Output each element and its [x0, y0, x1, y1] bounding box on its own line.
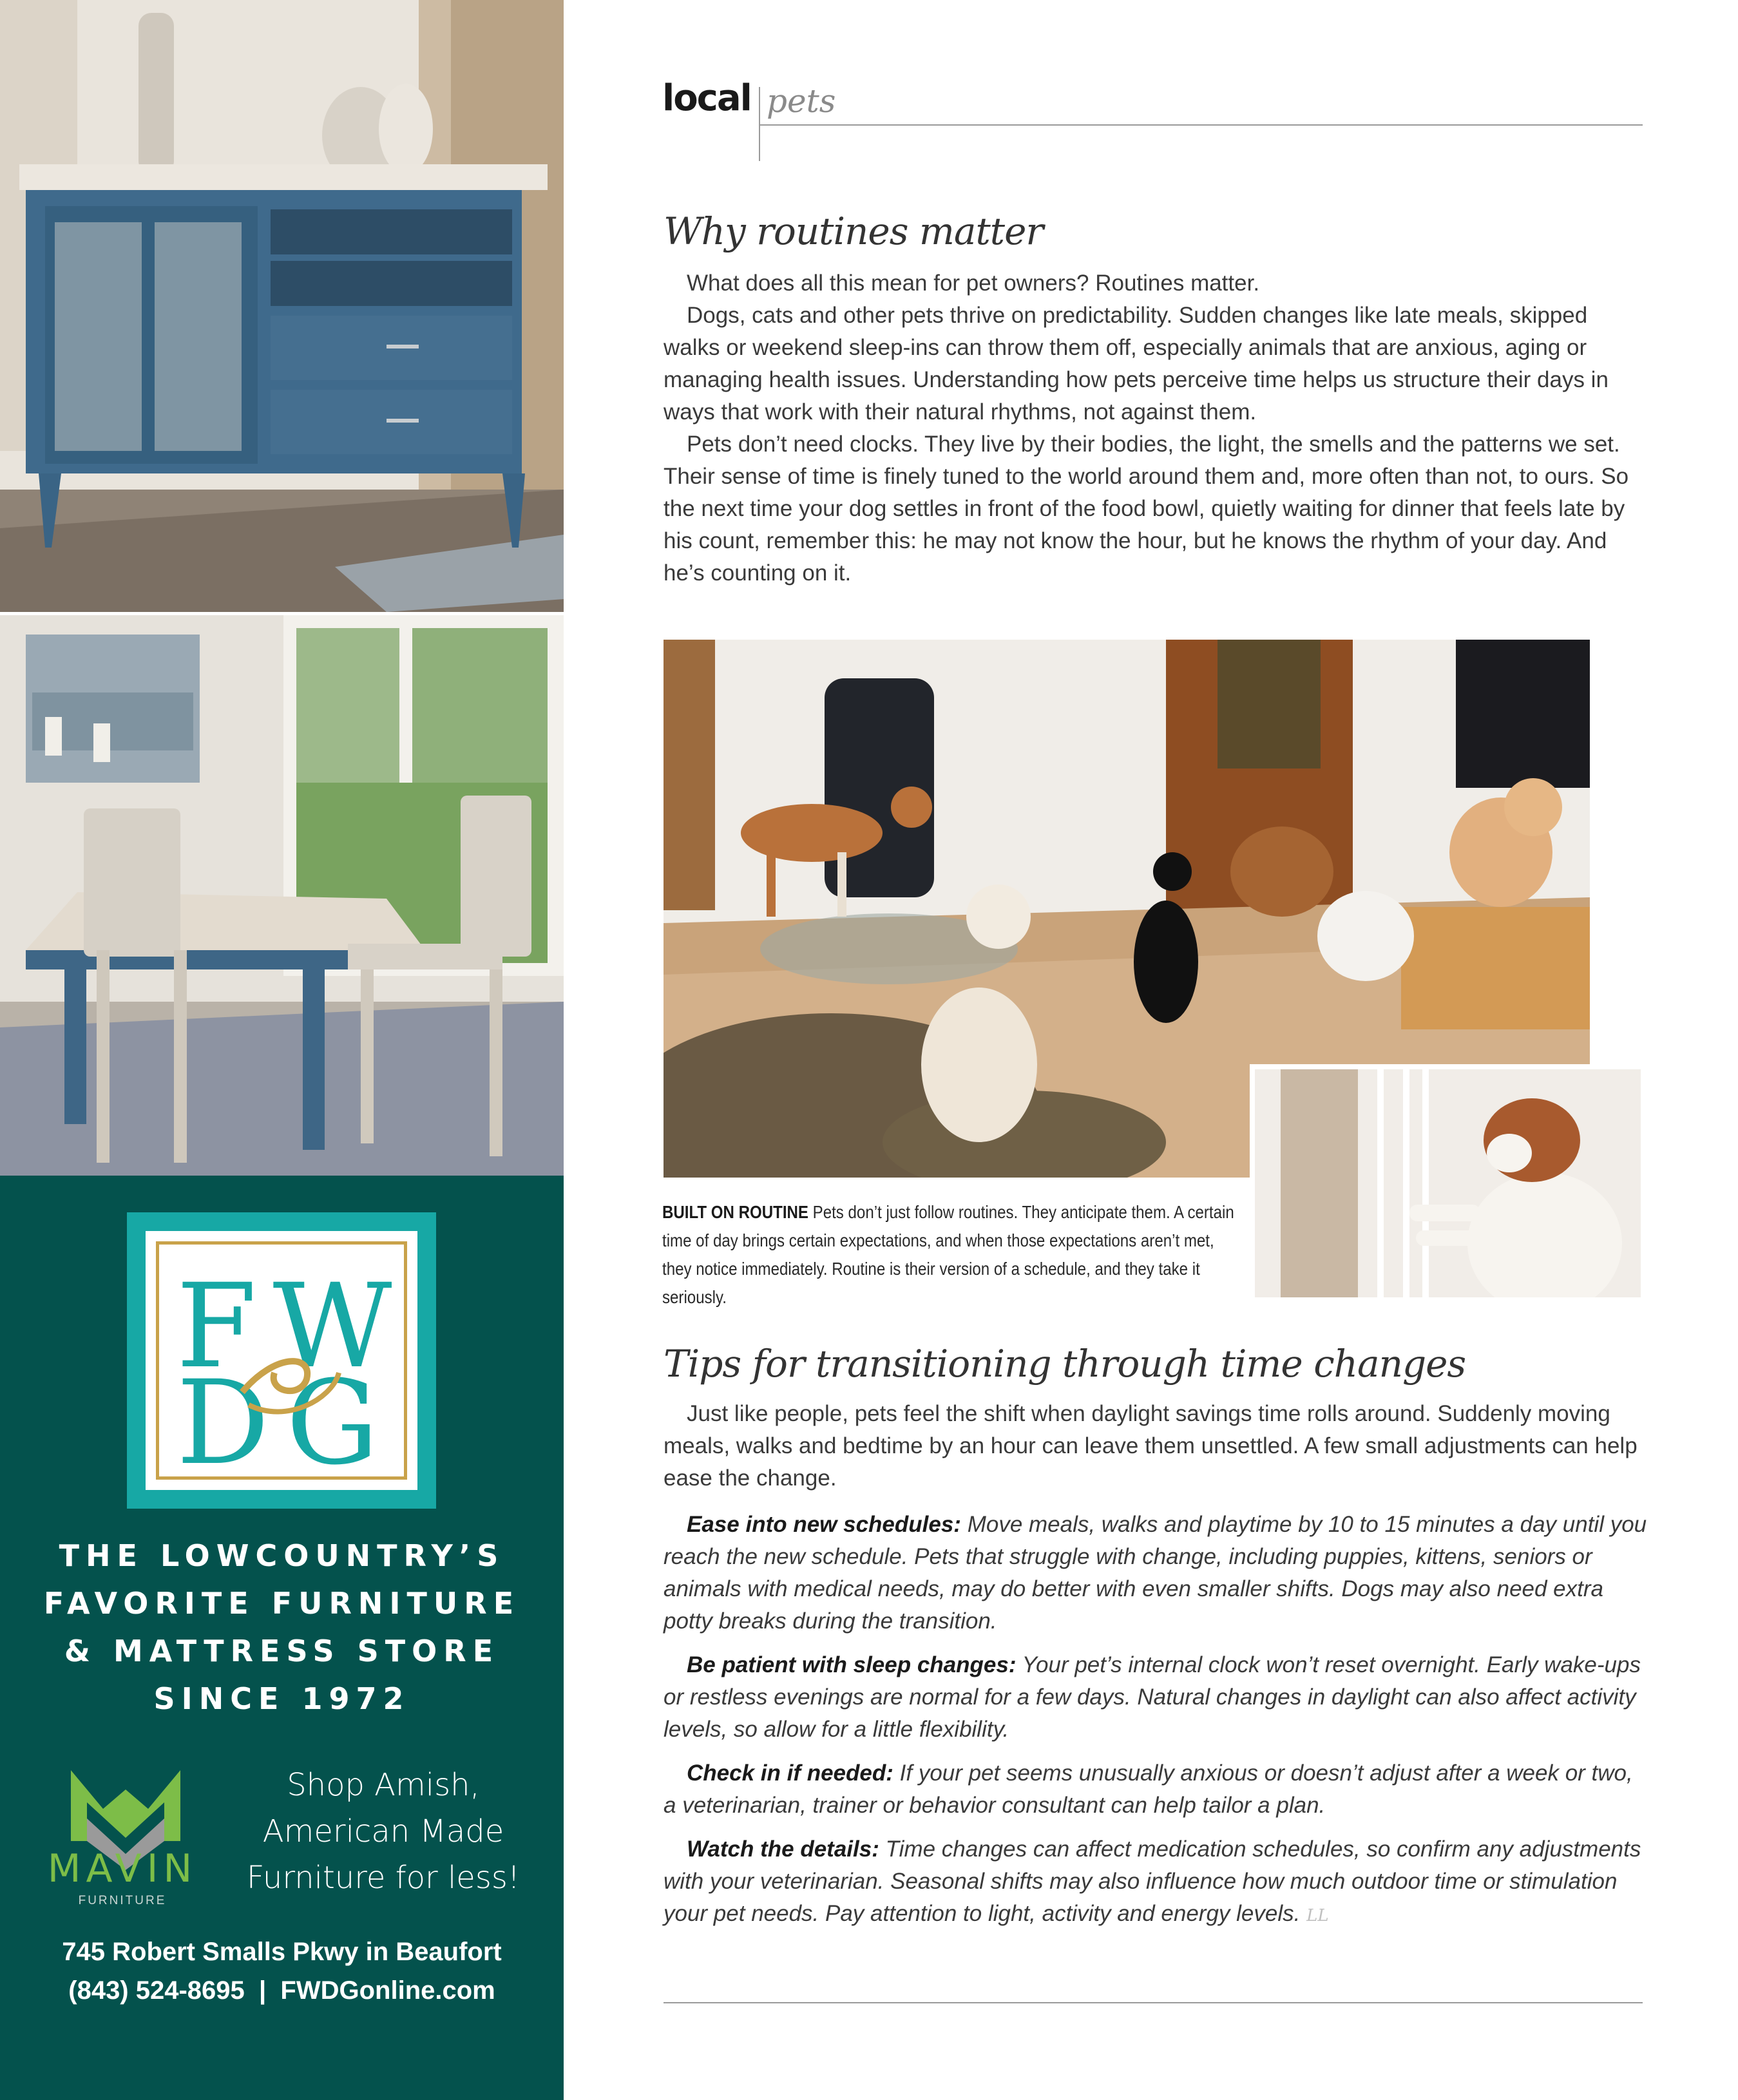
tip-item — [664, 1833, 1649, 1932]
svg-text:D: D — [176, 1356, 270, 1490]
tip-title: Be patient with sleep changes: — [687, 1652, 1017, 1677]
shop-amish-text — [213, 1762, 554, 1901]
store-address: 745 Robert Smalls Pkwy in Beaufort — [62, 1938, 502, 1966]
paragraph: Just like people, pets feel the shift when daylight savings time rolls around. Suddenly moving meals, walks and bedtime by an hour can leave them unsettled. A few small adjustments can help ease the change. — [664, 1401, 1638, 1491]
tagline-line: THE LOWCOUNTRY’S — [59, 1538, 505, 1573]
tip-title: Check in if needed: — [687, 1761, 893, 1786]
store-tagline — [13, 1532, 551, 1723]
mavin-brand: MAVIN — [47, 1846, 198, 1891]
section2-intro — [664, 1398, 1649, 1494]
tip-title: Ease into new schedules: — [687, 1512, 961, 1537]
dog-at-window-photo — [1250, 1064, 1646, 1303]
tip-item — [664, 1649, 1649, 1746]
tagline-line: SINCE 1972 — [153, 1681, 410, 1716]
mavin-brand-sub: FURNITURE — [78, 1894, 167, 1907]
photo-caption — [662, 1198, 1236, 1312]
svg-text:W: W — [272, 1259, 392, 1394]
store-phone-website[interactable]: (843) 524-8695 | FWDGonline.com — [68, 1976, 495, 2005]
buffet-cabinet-photo — [0, 0, 564, 612]
tips-list — [664, 1509, 1649, 1943]
paragraph: What does all this mean for pet owners? Routines matter. — [687, 271, 1260, 296]
heading-time-changes: Tips for transitioning through time changes — [664, 1342, 1466, 1386]
dining-set-photo — [0, 615, 564, 1176]
caption-lead: BUILT ON ROUTINE — [662, 1202, 808, 1222]
section-label: local — [662, 77, 751, 119]
tip-text: Move meals, walks and playtime by 10 to 15 minutes a day until you reach the new schedule. Pets that struggle with change, including puppies, kittens, seniors or animals with medical needs, may do better with even smaller shifts. Dogs may also need extra potty breaks during the transition. — [664, 1512, 1647, 1634]
caption-text: Pets don’t just follow routines. They anticipate them. A certain time of day brings certain expectations, and when those expectations aren’t met, they notice immediately. Routine is their version of a schedule, and they take it seriously. — [662, 1202, 1234, 1307]
paragraph: Pets don’t need clocks. They live by their bodies, the light, the smells and the patterns we set. Their sense of time is finely tuned to the world around them and, more often than not, to ours. So the next time your dog settles in front of the food bowl, quietly waiting for dinner that feels late by his count, remember this: he may not know the hour, but he knows the rhythm of your day. And he’s counting on it. — [664, 432, 1629, 586]
svg-text:G: G — [286, 1356, 379, 1490]
tip-item — [664, 1509, 1649, 1637]
end-mark: LL — [1306, 1906, 1329, 1925]
header-rule — [760, 124, 1643, 126]
fwdg-logo — [127, 1212, 436, 1509]
furniture-ad[interactable] — [0, 0, 564, 2100]
svg-text:F: F — [176, 1259, 257, 1394]
tagline-line: FAVORITE FURNITURE — [43, 1586, 520, 1621]
shop-line: American Made — [262, 1813, 504, 1849]
store-contact — [13, 1933, 551, 2010]
shop-line: Shop Amish, — [287, 1767, 480, 1803]
tip-title: Watch the details: — [687, 1837, 879, 1862]
section1-body — [664, 267, 1649, 589]
heading-why-routines: Why routines matter — [664, 209, 1044, 253]
shop-line: Furniture for less! — [246, 1860, 520, 1896]
tip-text: Your pet’s internal clock won’t reset overnight. Early wake-ups or restless evenings are normal for a few days. Natural changes in daylight can also affect activity levels, so allow for a little flexibility. — [664, 1652, 1641, 1742]
tip-text: If your pet seems unusually anxious or doesn’t adjust after a week or two, a veterinarian, trainer or behavior consultant can help tailor a plan. — [664, 1761, 1633, 1818]
footer-rule — [664, 2002, 1643, 2003]
paragraph: Dogs, cats and other pets thrive on predictability. Sudden changes like late meals, skipped walks or weekend sleep-ins can throw them off, especially animals that are anxious, aging or managing health issues. Understanding how pets perceive time helps us structure their days in ways that work with their natural rhythms, not against them. — [664, 303, 1609, 425]
subsection-label: pets — [767, 82, 836, 120]
tagline-line: & MATTRESS STORE — [64, 1634, 500, 1668]
tip-item — [664, 1757, 1649, 1822]
tip-text: Time changes can affect medication schedules, so confirm any adjustments with your veterinarian. Seasonal shifts may also influence how much outdoor time or stimulation your pet needs. Pay attention to light, activity and energy levels. — [664, 1837, 1641, 1926]
